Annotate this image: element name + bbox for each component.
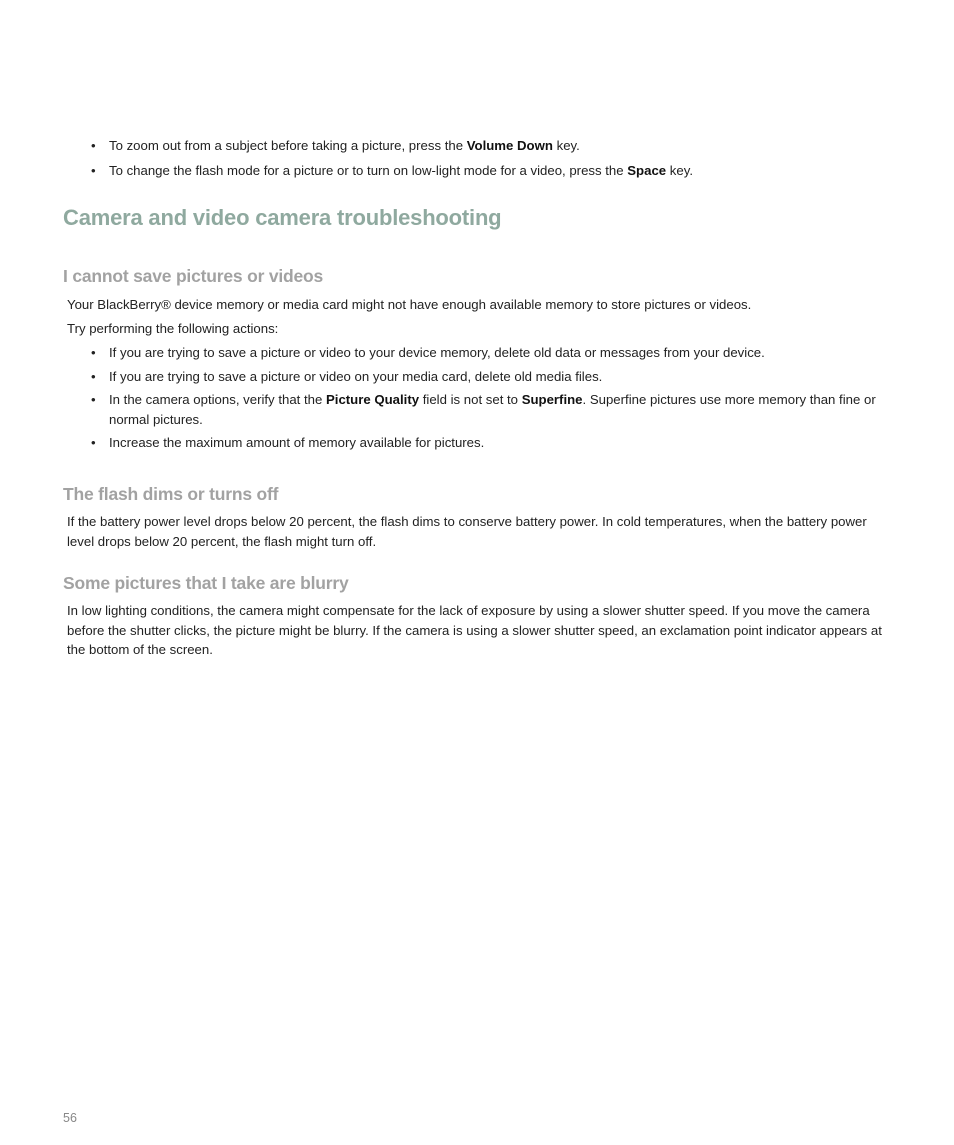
bullet-marker: •: [91, 368, 96, 384]
paragraph-blurry: In low lighting conditions, the camera might compensate for the lack of exposure by using a slower shutter speed. If you move the camera before the shutter clicks, the picture might be blurry. If the camera is using a slower shutter speed, an exclamation point indicator appears at the bottom of the screen.: [67, 603, 882, 657]
list-item: • If you are trying to save a picture or video to your device memory, delete old data or messages from your device.: [64, 343, 892, 363]
bullet-marker: •: [91, 392, 96, 407]
bullet-marker: •: [91, 345, 96, 360]
paragraph-try-actions: Try performing the following actions:: [67, 321, 279, 336]
bullet-marker: •: [91, 435, 96, 450]
heading-flash-dims: The flash dims or turns off: [63, 484, 279, 504]
actions-bullet-list: [64, 343, 892, 453]
bullet-marker: •: [91, 162, 96, 178]
bullet-marker: •: [91, 138, 96, 153]
paragraph-memory: Your BlackBerry® device memory or media card might not have enough available memory to store pictures or videos.: [67, 297, 752, 312]
heading-blurry: Some pictures that I take are blurry: [63, 573, 349, 593]
list-item: • If you are trying to save a picture or video on your media card, delete old media files.: [64, 367, 892, 387]
list-item: • To zoom out from a subject before taking a picture, press the Volume Down key.: [64, 136, 892, 156]
page-number: 56: [63, 1111, 77, 1125]
paragraph-flash: If the battery power level drops below 20 percent, the flash dims to conserve battery power. In cold temperatures, when the battery power level drops below 20 percent, the flash might turn off.: [67, 514, 867, 549]
top-bullet-list: [64, 136, 892, 180]
section-title: Camera and video camera troubleshooting: [63, 205, 502, 230]
heading-cannot-save: I cannot save pictures or videos: [63, 266, 324, 286]
list-item: • Increase the maximum amount of memory available for pictures.: [64, 433, 892, 453]
list-item: • To change the flash mode for a picture or to turn on low-light mode for a video, press the Space key.: [64, 161, 892, 181]
list-item: • In the camera options, verify that the Picture Quality field is not set to Superfine. Superfine pictures use more memory than fine or normal pictures.: [91, 392, 876, 427]
